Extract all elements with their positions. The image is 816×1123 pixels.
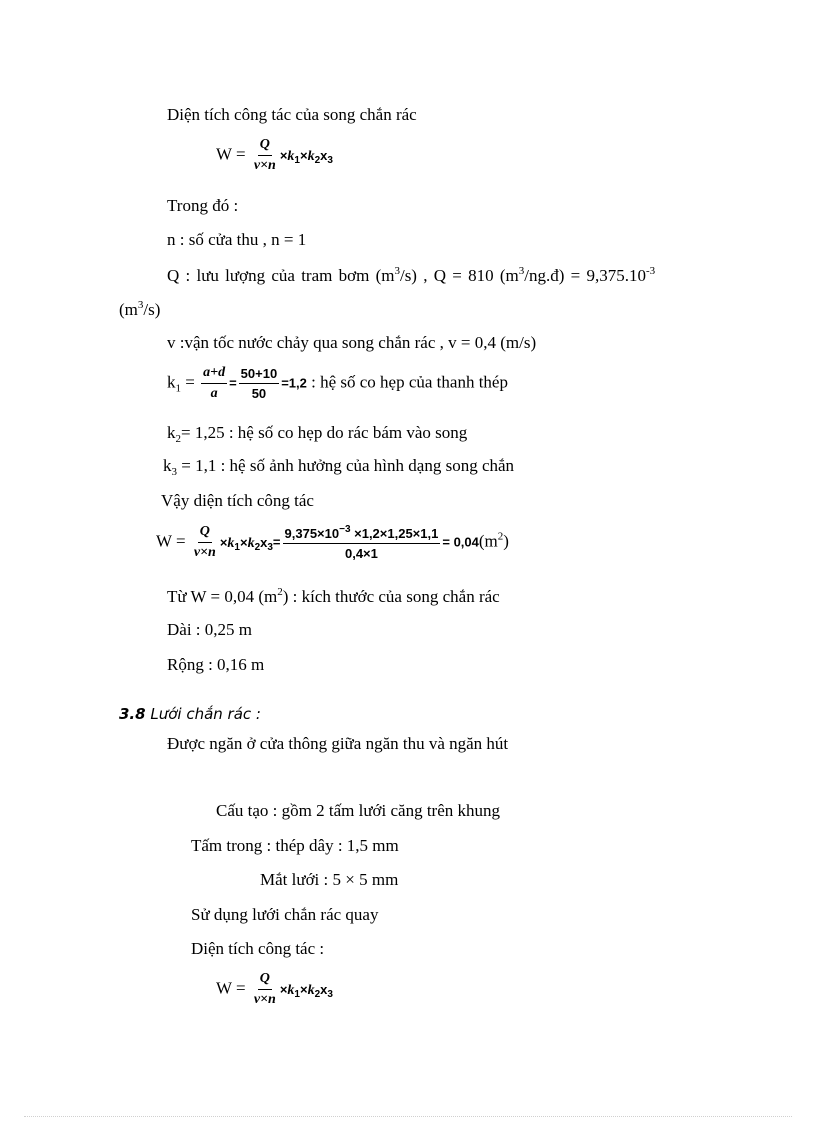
fraction-numerator: Q — [258, 138, 272, 156]
text-line: Trong đó : — [167, 196, 239, 215]
formula-k1: $k_1$ = $\frac{a+d}{a}$ = $\frac{50+10}{50}$ =1,2 : hệ số co hẹp của thanh thép — [167, 365, 508, 401]
text-line: Cấu tạo : gồm 2 tấm lưới căng trên khung — [216, 801, 501, 820]
fraction-numerator: a+d — [201, 366, 227, 384]
text-line: Rộng : 0,16 m — [167, 655, 265, 674]
fraction-denominator: 0,4×1 — [344, 545, 378, 561]
fraction — [252, 138, 278, 173]
page-bottom-rule — [24, 1116, 792, 1117]
fraction-denominator: v×n — [253, 157, 276, 173]
formula-w-calc: W = $\frac{Q}{v\times n}$ $\times k_1\times k_2x_3=$ $\frac{9,375\times 10^{-3} \times 1,2\times 1,25\times 1,1}{0,4\times 1}$ = $0,04(m^2)$ — [156, 524, 509, 561]
fraction-numerator: 50+10 — [239, 367, 280, 384]
formula-w-repeat: W = $\frac{Q}{v\times n}$ $\times k_1\times k_2x_3$ — [216, 971, 333, 1007]
fraction — [252, 972, 278, 1007]
fraction-denominator: a — [210, 385, 218, 401]
section-title: Lưới chắn rác : — [145, 705, 261, 723]
text-line: $k_2= 1,25$ : hệ số co hẹp do rác bám vào song — [167, 423, 468, 445]
formula-tail: $\times k_1\times k_2x_3$ — [279, 147, 333, 166]
section-number: 3.8 — [119, 705, 146, 723]
text-line: n : số cửa thu , n = 1 — [167, 230, 307, 249]
text-line: v :vận tốc nước chảy qua song chắn rác , v = 0,4 (m/s) — [167, 333, 537, 352]
text-line: Mắt lưới : 5 × 5 mm — [260, 870, 399, 889]
fraction-denominator: v×n — [193, 544, 216, 560]
text-line: Vậy diện tích công tác — [161, 491, 314, 510]
fraction-denominator: 50 — [251, 385, 267, 401]
fraction — [201, 366, 227, 401]
formula-w — [216, 138, 333, 173]
fraction-numerator: Q — [198, 525, 212, 543]
fraction — [239, 367, 280, 400]
text-line: $(m^3/s)$ — [119, 299, 161, 319]
text-line: Tấm trong : thép dây : 1,5 mm — [191, 836, 399, 855]
fraction — [283, 525, 441, 560]
text-line: Q : lưu lượng của tram bơm $(m^3/s)$ , Q = 810 $(m^3/ng.đ) = 9,375.10^{-3}$ — [167, 265, 656, 285]
text-line: Sử dụng lưới chắn rác quay — [191, 905, 379, 924]
text-line: Diện tích công tác của song chắn rác — [167, 105, 417, 124]
fraction-numerator: $9,375\times 10^{-3} \times 1,2\times 1,25\times 1,1$ — [283, 525, 441, 544]
text-line: Được ngăn ở cửa thông giữa ngăn thu và ngăn hút — [167, 734, 509, 753]
text-line: Diện tích công tác : — [191, 939, 325, 958]
text-line: $k_3 = 1,1$ : hệ số ảnh hưởng của hình dạng song chắn — [163, 456, 515, 478]
text-line: Từ W = 0,04 $(m^2)$ : kích thước của song chắn rác — [167, 586, 500, 606]
fraction — [192, 525, 218, 560]
fraction-denominator: v×n — [253, 991, 276, 1007]
section-heading — [119, 707, 261, 722]
fraction-numerator: Q — [258, 972, 272, 990]
formula-lhs: W = — [216, 144, 246, 164]
text-line: Dài : 0,25 m — [167, 620, 252, 639]
